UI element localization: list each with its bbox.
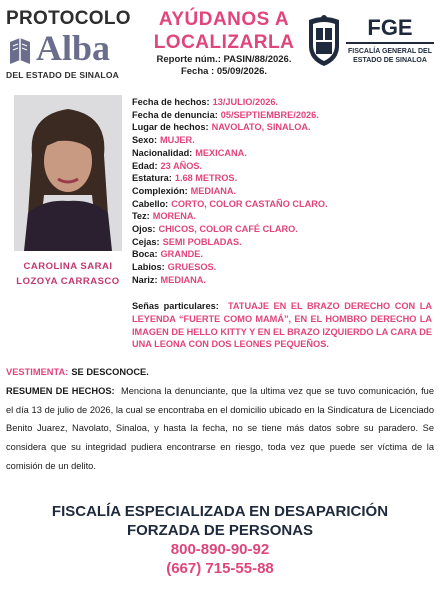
detail-label: Cabello: (132, 198, 169, 209)
detail-label: Nacionalidad: (132, 147, 193, 158)
detail-ojos (132, 223, 432, 236)
detail-value: 05/SEPTIEMBRE/2026. (220, 109, 319, 120)
senas-label: Señas particulares: (132, 301, 219, 311)
detail-value: CHICOS, COLOR CAFÉ CLARO. (158, 224, 298, 235)
detail-value: CORTO, COLOR CASTAÑO CLARO. (171, 198, 328, 209)
detail-label: Tez: (132, 211, 150, 222)
detail-value: NAVOLATO, SINALOA. (211, 122, 311, 133)
detail-cabello (132, 198, 432, 211)
logo-estado-text: DEL ESTADO DE SINALOA (6, 70, 119, 80)
detail-value: 13/JULIO/2026. (212, 97, 278, 107)
detail-value: MEDIANA. (190, 185, 237, 196)
detail-label: Complexión: (132, 185, 188, 196)
detail-sexo (132, 134, 432, 147)
detail-estatura (132, 172, 432, 185)
detail-edad (132, 160, 432, 173)
detail-label: Cejas: (132, 236, 160, 247)
detail-label: Fecha de denuncia: (132, 109, 218, 120)
sinaloa-seal-icon (306, 12, 342, 68)
phone-number-2[interactable]: (667) 715-55-88 (166, 560, 274, 577)
title-block (148, 8, 300, 78)
detail-label: Fecha de hechos: (132, 97, 210, 107)
person-name (4, 259, 132, 289)
report-number: Reporte núm.: PASIN/88/2026. (156, 54, 292, 65)
detail-label: Sexo: (132, 135, 158, 146)
detail-value: 1.68 METROS. (174, 173, 238, 184)
detail-nacionalidad (132, 147, 432, 160)
detail-label: Boca: (132, 249, 158, 260)
detail-nariz (132, 274, 432, 287)
vestimenta-label: VESTIMENTA: (6, 367, 69, 377)
report-date: Fecha : 05/09/2026. (180, 66, 268, 77)
detail-fecha-hechos (132, 96, 432, 109)
detail-value: MUJER. (160, 135, 195, 146)
detail-boca (132, 248, 432, 261)
detail-value: GRANDE. (160, 249, 203, 260)
detail-value: MEDIANA. (160, 274, 206, 285)
footer (0, 502, 440, 578)
detail-label: Ojos: (132, 224, 156, 235)
vestimenta (6, 366, 149, 379)
detail-lugar-hechos (132, 121, 432, 134)
phone-number-1[interactable]: 800-890-90-92 (170, 541, 270, 558)
vestimenta-value: SE DESCONOCE. (71, 367, 149, 377)
protocolo-alba-logo (6, 8, 144, 80)
fge-logo (344, 16, 436, 65)
detail-label: Edad: (132, 160, 158, 171)
detail-value: GRUESOS. (167, 262, 217, 273)
detail-labios (132, 261, 432, 274)
fge-subtitle-2: ESTADO DE SINALOA (353, 57, 427, 64)
fge-title: FGE (367, 15, 413, 40)
detail-tez (132, 210, 432, 223)
senas-particulares (132, 300, 432, 351)
person-name-line-1: CAROLINA SARAI (23, 261, 113, 272)
missing-person-photo (14, 95, 122, 251)
detail-label: Estatura: (132, 173, 172, 184)
footer-line-2: FORZADA DE PERSONAS (126, 522, 314, 539)
detail-value: 23 AÑOS. (160, 160, 203, 171)
detail-value: SEMI POBLADAS. (162, 236, 242, 247)
detail-label: Nariz: (132, 274, 158, 285)
detail-value: MORENA. (152, 211, 197, 222)
logo-alba-text: Alba (36, 28, 111, 68)
resumen-label: RESUMEN DE HECHOS: (6, 386, 115, 396)
detail-fecha-denuncia (132, 109, 432, 122)
portrait-image (14, 95, 122, 251)
resumen-hechos (6, 382, 434, 476)
logo-protocolo-text: PROTOCOLO (6, 8, 131, 29)
details-list (132, 96, 432, 287)
detail-cejas (132, 236, 432, 249)
book-icon (8, 34, 32, 68)
title-line-2: LOCALIZARLA (153, 32, 295, 53)
title-line-1: AYÚDANOS A (158, 9, 290, 30)
detail-label: Lugar de hechos: (132, 122, 209, 133)
fge-divider (346, 42, 434, 44)
senas-value: TATUAJE EN EL BRAZO DERECHO CON LA LEYENDA “FUERTE COMO MAMÁ”, EN EL HOMBRO DERECHO LA IMAGEN DE HELLO KITTY Y EN EL BRAZO IZQUIERDO LA CARA DE UNA LEONA CON DOS LEONES PEQUEÑOS. (132, 301, 432, 350)
person-name-line-2: LOZOYA CARRASCO (16, 276, 120, 287)
header (0, 0, 440, 92)
resumen-text: Menciona la denunciante, que la ultima vez que se tuvo comunicación, fue el día 13 de julio de 2026, la cual se encontraba en el domicilio ubicado en la Sindicatura de Licenciado Benito Juarez, Navolato, Sinaloa, y hasta la fecha, no se tiene más datos sobre su paradero. Se considera que su integridad pudiera encontrarse en riesgo, toda vez que puede ser víctima de la comisión de un delito. (6, 386, 434, 471)
detail-value: MEXICANA. (195, 147, 247, 158)
detail-label: Labios: (132, 262, 165, 273)
detail-complexion (132, 185, 432, 198)
fge-subtitle-1: FISCALÍA GENERAL DEL (347, 48, 432, 55)
footer-line-1: FISCALÍA ESPECIALIZADA EN DESAPARICIÓN (51, 503, 389, 520)
